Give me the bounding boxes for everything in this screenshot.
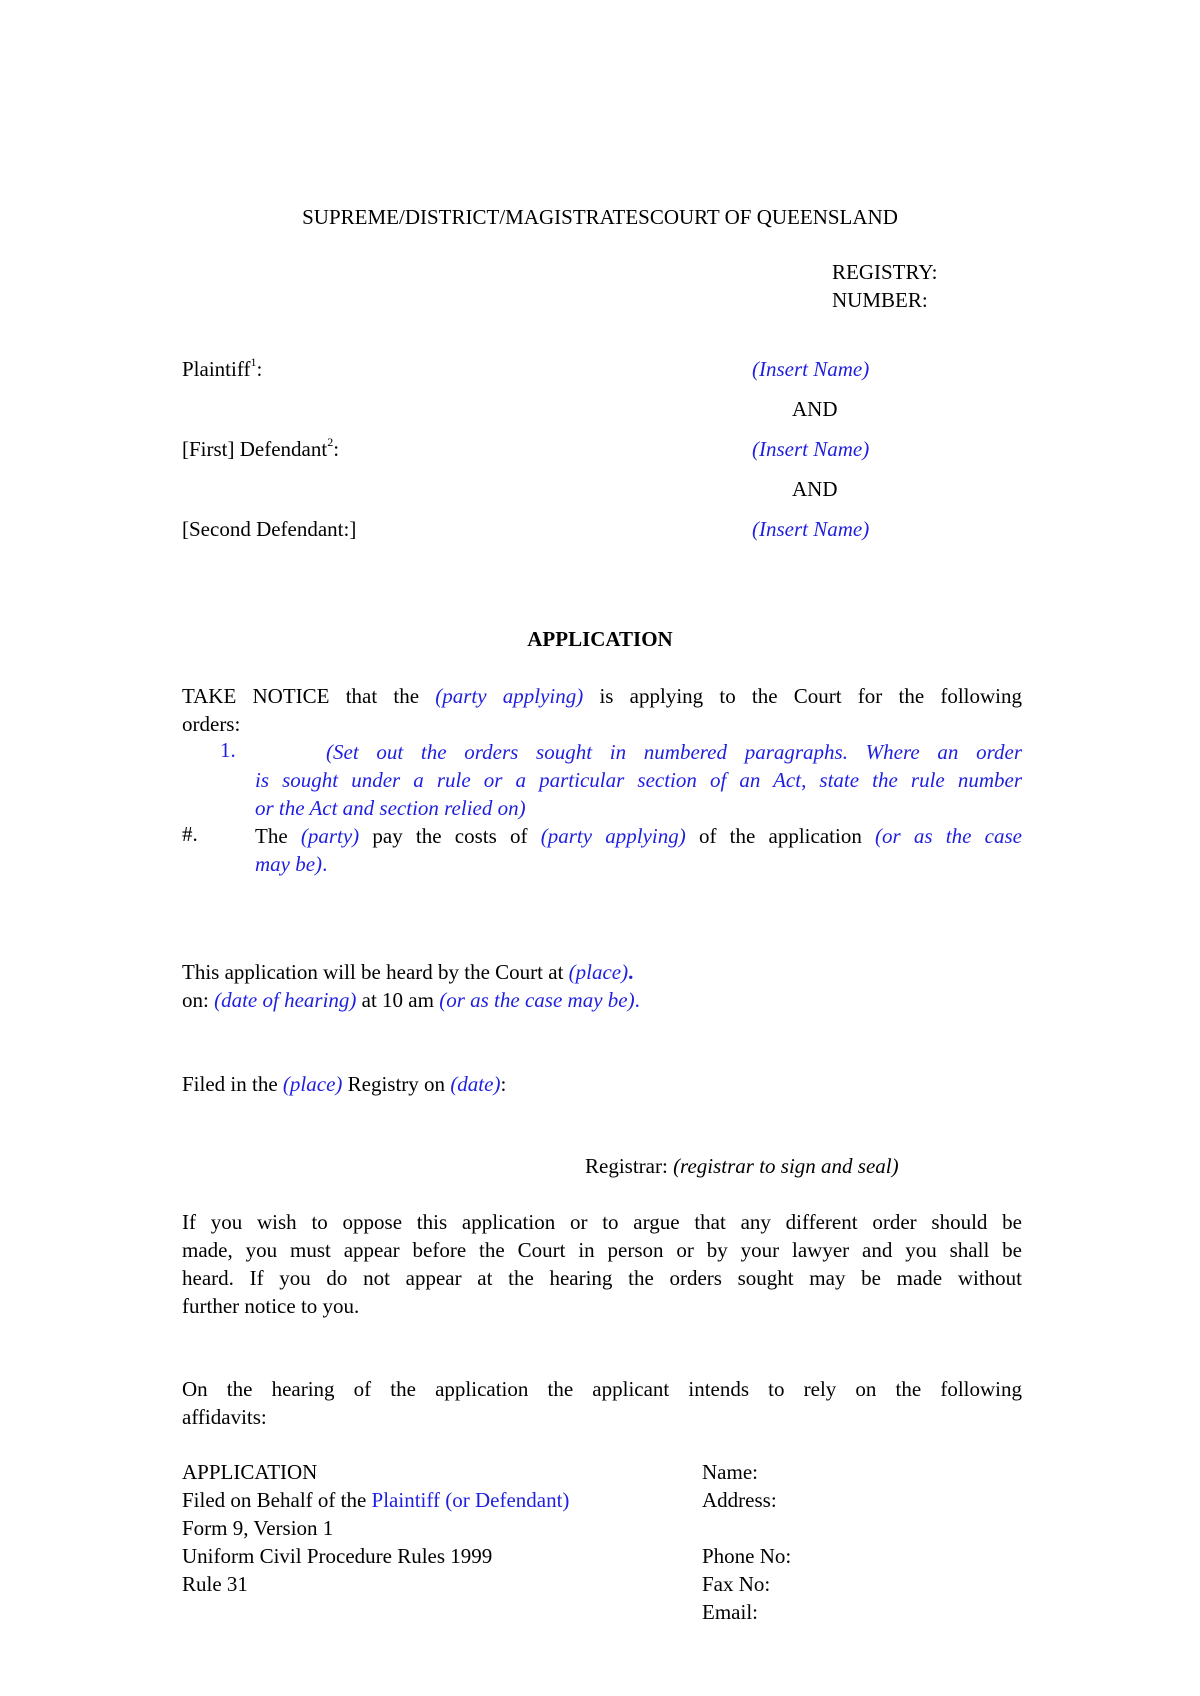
order-number: 1. <box>220 738 236 762</box>
registrar-line: Registrar: (registrar to sign and seal) <box>585 1154 899 1178</box>
case-field[interactable]: (or as the case <box>875 824 1022 848</box>
filed-behalf-field[interactable]: Plaintiff (or Defendant) <box>371 1488 570 1512</box>
hearing-place-field[interactable]: (place) <box>568 960 629 984</box>
party-applying-field[interactable]: (party applying) <box>540 824 686 848</box>
hearing-line: This application will be heard by the Court at (place). <box>182 960 634 984</box>
plaintiff-name-field[interactable]: (Insert Name) <box>752 357 870 381</box>
footer-fax-label: Fax No: <box>702 1572 771 1596</box>
filed-line: Filed in the (place) Registry on (date): <box>182 1072 507 1096</box>
footer-rule: Rule 31 <box>182 1572 248 1596</box>
registrar-signature-field[interactable]: (registrar to sign and seal) <box>673 1154 899 1178</box>
registry-label: REGISTRY: <box>832 260 938 284</box>
take-notice-paragraph: TAKE NOTICE that the (party applying) is applying to the Court for the following orders: <box>182 684 1023 736</box>
footnote-ref: 1 <box>250 355 257 369</box>
second-defendant-name-field[interactable]: (Insert Name) <box>752 517 870 541</box>
hearing-time-field[interactable]: (or as the case may be) <box>439 988 635 1012</box>
plaintiff-label: Plaintiff$^1$: <box>182 355 263 381</box>
order-text-field[interactable]: (Set out the orders sought in numbered paragraphs. Where an order is sought under a rule or a particular section of an Act, state the rule number or the Act and section relied on) <box>255 740 1022 820</box>
costs-order-paragraph: The (party) pay the costs of (party applying) of the application (or as the case may be). <box>255 824 1022 876</box>
footer-address-label: Address: <box>702 1488 777 1512</box>
party-field[interactable]: (party) <box>300 824 360 848</box>
document-title: APPLICATION <box>527 627 673 651</box>
party-applying-field[interactable]: (party applying) <box>435 684 584 708</box>
footer-email-label: Email: <box>702 1600 758 1624</box>
footer-phone-label: Phone No: <box>702 1544 792 1568</box>
filed-date-field[interactable]: (date) <box>450 1072 501 1096</box>
court-heading: SUPREME/DISTRICT/MAGISTRATESCOURT OF QUEENSLAND <box>302 205 898 229</box>
and-separator: AND <box>792 477 838 501</box>
footer-form: Form 9, Version 1 <box>182 1516 334 1540</box>
footer-name-label: Name: <box>702 1460 758 1484</box>
oppose-paragraph: If you wish to oppose this application or to argue that any different order should be made, you must appear before the Court in person or by your lawyer and you shall be heard. If you do not appear at the hearing the orders sought may be made without further notice to you. <box>182 1210 1022 1318</box>
rely-paragraph: On the hearing of the application the applicant intends to rely on the following affidavits: <box>182 1377 1022 1429</box>
number-label: NUMBER: <box>832 288 928 312</box>
footer-filed-on-behalf: Filed on Behalf of the Plaintiff (or Defendant) <box>182 1488 570 1512</box>
first-defendant-name-field[interactable]: (Insert Name) <box>752 437 870 461</box>
first-defendant-label: [First] Defendant$^2$: <box>182 435 340 461</box>
footnote-ref: 2 <box>327 435 334 449</box>
second-defendant-label: [Second Defendant:] <box>182 517 357 541</box>
footer-rules: Uniform Civil Procedure Rules 1999 <box>182 1544 493 1568</box>
filed-place-field[interactable]: (place) <box>282 1072 343 1096</box>
hearing-date-field[interactable]: (date of hearing) <box>214 988 357 1012</box>
footer-application: APPLICATION <box>182 1460 318 1484</box>
hearing-date-line: on: (date of hearing) at 10 am (or as the case may be). <box>182 988 640 1012</box>
order-number: #. <box>182 822 198 846</box>
and-separator: AND <box>792 397 838 421</box>
